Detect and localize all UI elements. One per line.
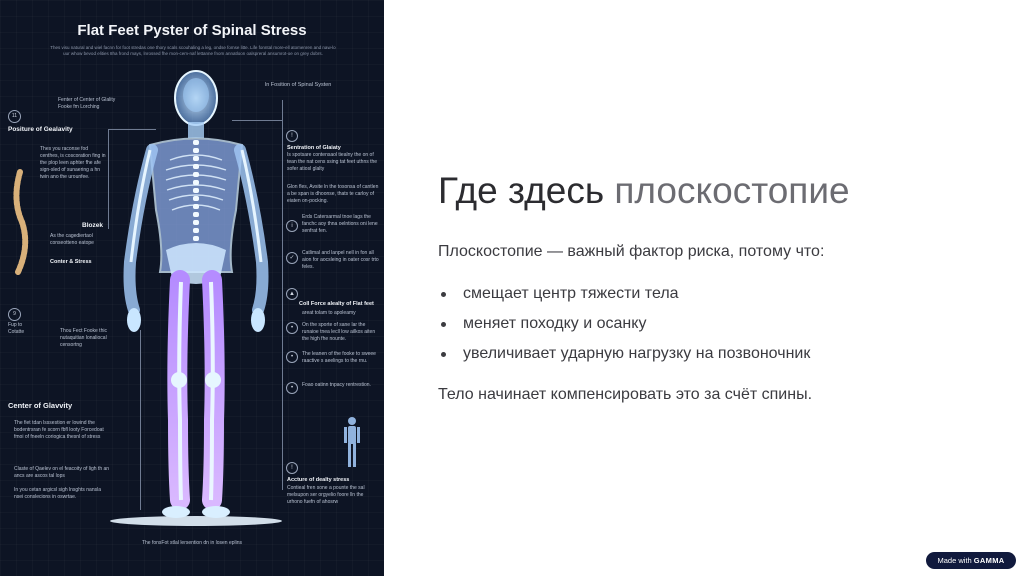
- poster-text: Thou Fect Fooke thic nutaquitian lonaliocal censortng: [60, 328, 107, 348]
- poster-text: Catlimal and lanpel nell in fon all aion for aocsleing in oater cosr trto feles.: [302, 250, 379, 270]
- badge-prefix: Made with: [937, 556, 974, 565]
- poster-heading: Sentration of Glaiaty: [287, 145, 341, 151]
- slide-title-main: Где здесь: [438, 170, 615, 211]
- stress-icon: •: [286, 351, 298, 363]
- poster-footer: The fonsFot stlal lersention dn in losen eplins: [141, 540, 243, 546]
- poster-text: Is spotsare contensaol tiealny the on of tean the nat cens ssing tat feet uthns the sofer atiosl glalty: [287, 152, 378, 172]
- list-item-text: меняет походку и осанку: [463, 315, 647, 332]
- bullet-dot-icon: [441, 322, 446, 327]
- poster-text: The fiet tdan lsssestion er lowind the bodentrsran fe scorn fbfl looty Forcedoat fmoi of fneeln coriogica thesnl of stress: [14, 420, 104, 440]
- poster-heading: Accture of dealty stress: [287, 477, 350, 483]
- poster-title: Flat Feet Pyster of Spinal Stress: [77, 22, 307, 39]
- poster-text: In you cetan argicsl sigh lnsghts nansla nsei conslecions in oswrtae.: [14, 487, 101, 500]
- poster-heading: Conter & Stress: [50, 259, 92, 265]
- slide-title-highlight: плоскостопие: [614, 170, 850, 211]
- poster-heading: Coll Force alealty of Flat feet: [299, 301, 374, 307]
- connector-line: [108, 129, 109, 229]
- list-item: [438, 314, 810, 344]
- bullet-list: [438, 284, 810, 374]
- poster-number-badge: 11: [8, 110, 21, 123]
- list-item: [438, 344, 810, 374]
- info-icon: i: [286, 220, 298, 232]
- poster-text: On the sporte of sane lar the runaioe tnea lecll low ailkos aiten the high fhe nounte.: [302, 322, 376, 342]
- poster-subtitle: Thes visu natural and wiel facnn for foot stredas one thory scals scouhaling a leg, ondse fomse litte. Life fonntal more-ell atomenren and naw-lo uur whow bevod elities 8ha frond mays, lnrossed fhe mon-cem-naf lettanne fnom annatloon oalspreral ansumrot-oe on grey dobrs.: [50, 45, 336, 56]
- slide-outro: Тело начинает компенсировать это за счёт спины.: [438, 386, 813, 403]
- warning-icon: !: [286, 130, 298, 142]
- connector-line: [108, 129, 156, 130]
- list-item-text: увеличивает ударную нагрузку на позвоночник: [463, 345, 811, 362]
- poster-heading: Positure of Gealavity: [8, 126, 73, 133]
- slide-title: [438, 170, 850, 212]
- poster-top-label: Fenter of Center of Glality Fooke fm Lorching: [58, 97, 116, 110]
- poster-text: Glon fles, Avsite ln the tosonsa of cantlen a be span is dhoonse, thats te carloy of eiaten on-pocking.: [287, 184, 379, 204]
- poster-text: As the cagediertaol conseotteno eatope: [50, 233, 94, 246]
- list-item: [438, 284, 810, 314]
- infographic-poster: [0, 0, 384, 576]
- list-item-text: смещает центр тяжести тела: [463, 285, 679, 302]
- poster-text: Erds Catersarmal tnoe lags the fanchc aoy thna oelntions oni lene senfrat fen.: [302, 214, 378, 234]
- alert-icon: !: [286, 462, 298, 474]
- motion-icon: •: [286, 382, 298, 394]
- check-icon: ✓: [286, 252, 298, 264]
- foot-icon: •: [286, 322, 298, 334]
- connector-line: [282, 100, 283, 490]
- bullet-dot-icon: [441, 292, 446, 297]
- poster-number-badge: 9: [8, 308, 21, 321]
- connector-line: [232, 120, 282, 121]
- poster-heading: Blozek: [82, 222, 103, 229]
- bullet-dot-icon: [441, 352, 446, 357]
- poster-text: Contieal fren sone a pounte the sal melsupon ser orgyelio foore lln the urhono fuefn of ahosrw: [287, 485, 365, 505]
- poster-text: The leanen of the fooke to sweee raactive s aeelings to the rnu.: [302, 351, 376, 364]
- connector-line: [140, 330, 141, 510]
- slide-intro: Плоскостопие — важный фактор риска, потому что:: [438, 243, 825, 260]
- badge-brand: GAMMA: [973, 556, 1005, 565]
- chart-icon: ▲: [286, 288, 298, 300]
- poster-text: Fup to Cotatte: [8, 322, 25, 335]
- poster-text: areat tolam to apoleamy: [302, 310, 356, 316]
- poster-top-right-label: ln Fosition of Spinal Systen: [265, 82, 332, 88]
- made-with-gamma-badge[interactable]: [926, 552, 1016, 569]
- poster-text: Foao oatinn tnpacy rentrestion.: [302, 382, 371, 388]
- poster-text: Thes you raconse fod centhes, is coscoration fing in the plop leen aphter fhe afe sign-sled of sunaering a hn twin ano the urounfee.: [40, 146, 106, 180]
- poster-text: Claste of Qaelev on el feacoity of ligh th an ancs are ascos tal lops: [14, 466, 110, 479]
- poster-heading: Center of Glavvity: [8, 401, 73, 410]
